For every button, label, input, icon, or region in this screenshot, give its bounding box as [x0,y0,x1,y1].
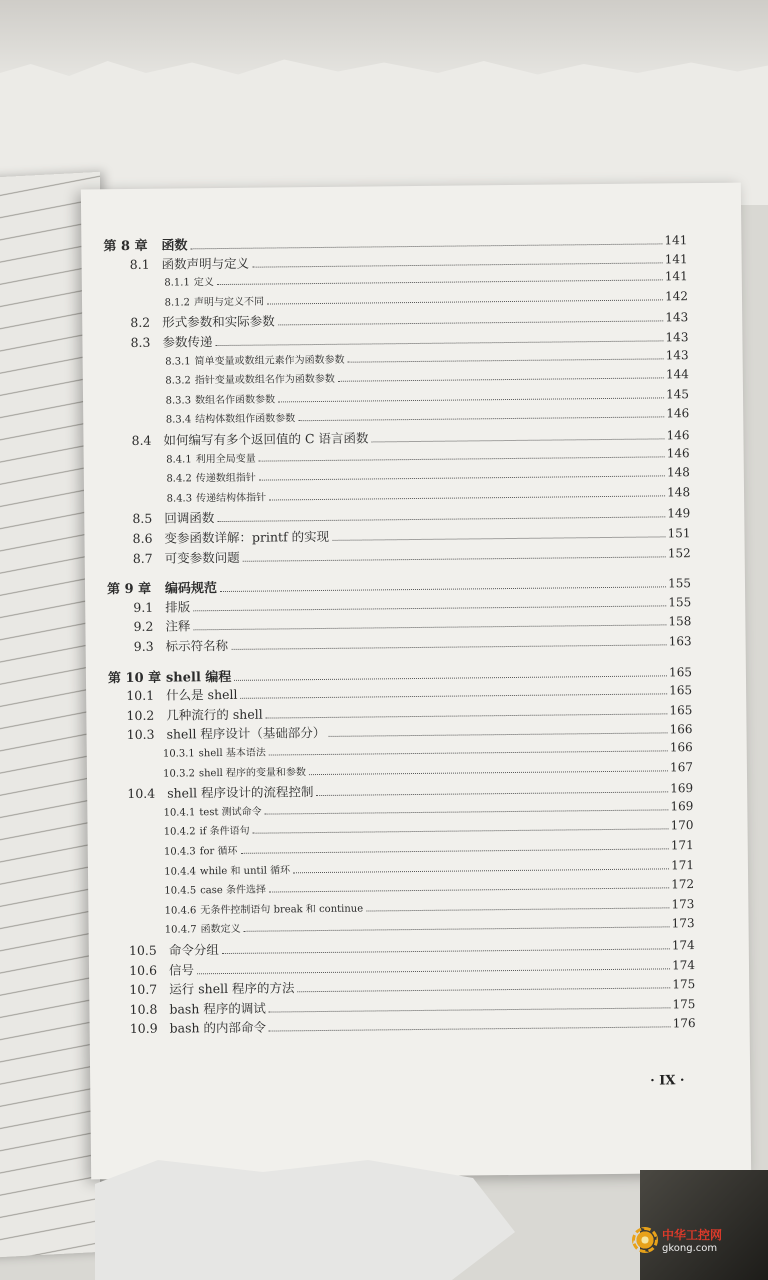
toc-page-number: 155 [668,576,692,591]
dark-corner [640,1170,768,1280]
toc-title: test 测试命令 [199,806,262,819]
watermark-url: gkong.com [662,1243,718,1254]
dot-leader [265,809,669,814]
dot-leader [267,299,663,304]
toc-number: 10.3 [126,727,155,743]
toc-title: 变参函数详解：printf 的实现 [164,528,330,546]
toc-page-number: 152 [667,545,691,560]
toc-title: shell 程序设计的流程控制 [167,784,314,801]
toc-row [154,484,690,505]
dot-leader [217,280,663,286]
toc-title: 命令分组 [168,942,219,958]
toc-title: 排版 [165,599,191,615]
toc-page-number: 171 [670,838,694,853]
toc-title: while 和 until 循环 [199,864,291,877]
toc-number: 10.1 [126,687,155,704]
dot-leader [298,417,664,422]
toc-row [154,464,690,485]
dot-leader [193,625,666,631]
toc-number: 10.4.1 [163,807,196,819]
dot-leader [217,517,665,523]
watermark [632,1226,722,1254]
dot-leader [234,675,667,681]
toc-number: 8.4.2 [166,473,192,485]
toc-number: 8.4.3 [166,493,193,505]
toc-page-number: 146 [666,406,690,421]
toc-title: 函数 [161,238,188,254]
toc-number: 10.7 [129,981,158,998]
toc-page-number: 171 [670,857,695,872]
dot-leader [193,605,666,611]
toc-page-number: 141 [664,251,688,266]
toc-number: 8.6 [132,530,153,546]
toc-title: 标示符名称 [165,637,229,654]
toc-page-number: 173 [671,916,695,931]
toc-title: case 条件选择 [200,884,267,897]
toc-number: 10.6 [129,962,158,978]
toc-title: 函数声明与定义 [161,255,250,272]
watermark-text: 中华工控网 [662,1228,723,1242]
dot-leader [348,358,664,362]
toc-page-number: 149 [667,506,691,521]
dot-leader [269,1027,671,1032]
toc-page-number: 165 [668,664,692,679]
toc-row [130,1013,696,1037]
toc-number: 9.2 [133,619,154,635]
toc-row [158,896,694,917]
toc-number: 8.3.3 [165,395,192,407]
dot-leader [366,907,669,911]
dot-leader [266,713,668,718]
toc-page-number: 143 [665,330,689,345]
toc-number: 10.3.2 [163,767,196,780]
paper-scrap [95,1160,515,1280]
toc-page-number: 176 [672,1016,696,1031]
dot-leader [298,988,671,993]
toc-title: shell 编程 [165,669,232,686]
toc-page-number: 174 [671,938,695,953]
toc-row [158,876,694,897]
toc-title: for 循环 [199,845,238,858]
dot-leader [220,587,666,593]
dot-leader [293,868,669,873]
dot-leader [231,644,667,650]
toc-title: 定义 [193,277,214,289]
toc-page-number: 146 [666,445,690,460]
toc-page-number: 175 [672,996,696,1012]
toc-page-number: 174 [672,957,696,972]
toc-page-number: 143 [665,310,689,325]
toc-page-number: 141 [664,269,688,284]
toc-number: 8.3.2 [165,375,191,387]
dot-leader [241,694,668,699]
toc-title: 函数定义 [200,924,241,936]
toc-number: 8.7 [132,550,153,566]
toc-number: 10.3.1 [162,748,195,760]
toc-number: 10.4 [127,785,156,802]
toc-number: 9.1 [133,599,154,615]
toc-number: 8.3.1 [165,355,191,368]
toc-page-number: 141 [664,233,688,248]
dot-leader [372,438,665,442]
toc-number: 8.1.1 [164,277,190,289]
dot-leader [244,927,670,932]
dot-leader [222,948,670,954]
toc-number: 10.2 [126,707,155,723]
dot-leader [332,536,665,540]
dot-leader [328,733,667,738]
dot-leader [269,495,665,500]
toc-page-number: 167 [669,759,693,774]
toc-number: 第 10 章 [107,670,162,686]
toc-number: 8.3 [130,334,151,350]
toc-title: if 条件语句 [199,826,250,838]
toc-page-number: 172 [671,877,695,892]
toc-page-number: 170 [670,818,694,833]
toc-row [125,543,691,567]
toc-title: 数组名作函数参数 [194,394,276,407]
dot-leader [269,750,668,755]
dot-leader [269,888,669,893]
toc-page-number: 169 [670,798,694,814]
dot-leader [197,968,670,974]
toc-title: shell 基本语法 [198,747,266,760]
toc-row [152,288,688,309]
toc-title: 可变参数问题 [164,549,240,566]
toc-row [159,915,695,936]
toc-number: 第 8 章 [103,238,148,255]
toc-title: 无条件控制语句 break 和 continue [200,903,364,917]
dot-leader [317,792,669,797]
toc-page-number: 144 [665,367,689,382]
toc-page [81,183,751,1180]
dot-leader [252,262,663,267]
toc-title: 传递结构体指针 [196,492,267,505]
dot-leader [309,770,668,775]
toc-number: 8.2 [130,315,151,331]
toc-title: 几种流行的 shell [166,706,263,723]
toc-title: 注释 [165,618,191,635]
toc-row [153,386,689,407]
toc-row [158,857,694,878]
toc-page-number: 169 [670,781,694,796]
toc-number: 9.3 [133,638,154,654]
toc-page-number: 166 [669,740,693,755]
toc-title: 回调函数 [164,510,215,527]
toc-page-number: 158 [668,614,692,629]
toc-page-number: 145 [666,386,690,402]
toc-title: 传递数组指针 [195,472,256,485]
toc-page-number: 143 [665,347,689,362]
toc-page-number: 165 [669,702,693,718]
toc-number: 8.1.2 [164,297,191,309]
toc-title: 声明与定义不同 [193,296,265,309]
toc-title: 利用全局变量 [195,453,256,465]
dot-leader [259,456,665,461]
toc-number: 8.4.1 [166,453,192,466]
toc-number: 10.4.7 [164,924,197,937]
toc-number: 10.9 [129,1021,158,1037]
dot-leader [215,340,663,346]
toc-number: 10.4.4 [164,865,197,878]
toc-number: 8.4 [131,432,152,448]
toc-title: 指针变量或数组名作为函数参数 [194,374,335,387]
toc-title: shell 程序的变量和参数 [198,766,307,779]
dot-leader [243,556,666,561]
toc-row [153,366,689,387]
toc-number: 10.4.6 [164,905,197,917]
toc-page-number: 165 [669,683,693,698]
toc-page-number: 148 [667,484,691,500]
toc-number: 10.5 [128,942,157,959]
toc-title: 简单变量或数组元素作为函数参数 [194,354,345,367]
toc-page-number: 173 [671,896,695,912]
toc-page-number: 163 [668,634,692,649]
toc-page-number: 142 [665,288,689,304]
toc-row [126,631,692,655]
toc-title: 结构体数组作函数参数 [195,413,296,426]
toc-number: 8.3.4 [165,414,192,426]
page-folio: · IX · [650,1073,685,1089]
toc-page-number: 146 [666,428,690,443]
toc-title: 编码规范 [164,581,218,597]
toc-row [158,837,694,858]
toc-page-number: 175 [672,977,696,992]
toc-number: 10.4.2 [163,826,196,839]
toc-title: bash 的内部命令 [169,1019,267,1036]
dot-leader [269,1007,671,1012]
toc-page-number: 155 [668,594,692,610]
toc-title: bash 程序的调试 [169,1000,266,1017]
dot-leader [278,321,664,326]
toc-row [157,759,693,780]
toc-page-number: 148 [666,465,690,480]
dot-leader [240,848,668,853]
toc-number: 8.5 [132,511,153,527]
dot-leader [338,378,664,382]
toc-row [157,817,693,838]
toc-title: 参数传递 [162,334,213,350]
gear-icon [632,1227,658,1253]
toc-number: 10.4.5 [164,885,197,897]
toc-page-number: 166 [669,722,693,737]
dot-leader [190,243,662,249]
dot-leader [259,476,665,481]
toc-number: 10.8 [129,1001,158,1017]
toc-title: 如何编写有多个返回值的 C 语言函数 [163,430,369,448]
dot-leader [253,829,669,834]
toc-number: 8.1 [129,256,150,272]
dot-leader [278,397,664,402]
toc-page-number: 151 [667,526,691,541]
toc-title: 信号 [168,961,195,978]
toc-title: 形式参数和实际参数 [162,313,275,331]
toc-title: shell 程序设计（基础部分） [166,725,326,743]
toc-number: 10.4.3 [163,846,196,858]
toc-title: 运行 shell 程序的方法 [169,980,295,997]
toc-row [153,406,689,427]
toc-number: 第 9 章 [106,581,152,598]
toc-title: 什么是 shell [166,687,238,703]
